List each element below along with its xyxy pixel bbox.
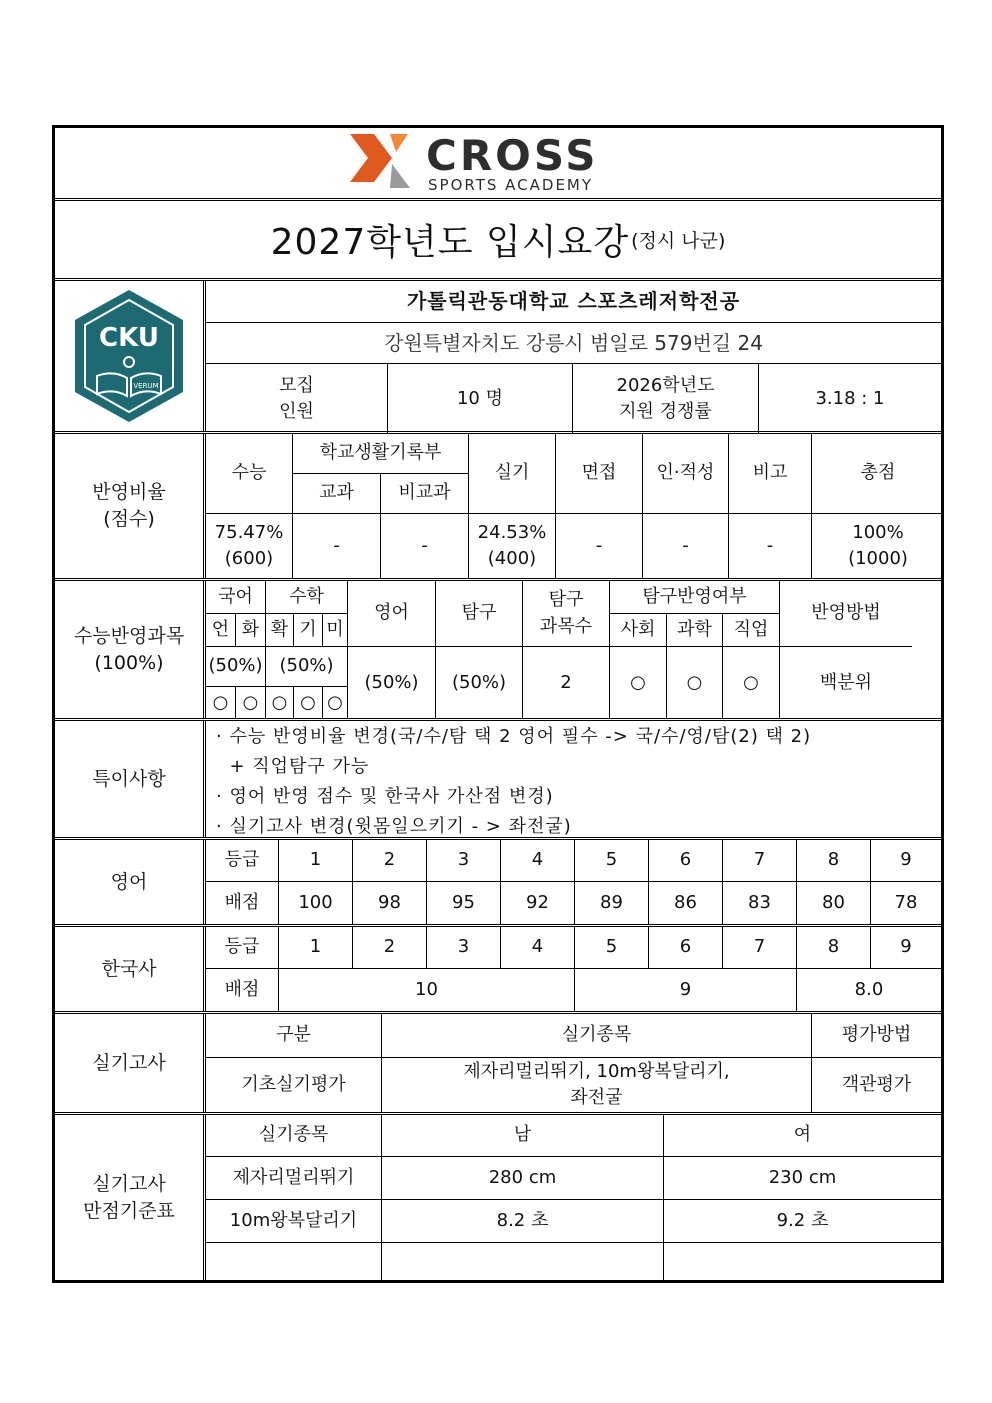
mark-gi: ○ [294, 687, 323, 719]
notes-label: 특이사항 [55, 721, 206, 837]
english-score: 83 [723, 882, 797, 924]
english-section [55, 840, 941, 927]
school-name: 가톨릭관동대학교 스포츠레저학전공 [206, 281, 941, 323]
standard-event: 제자리멀리뛰기 [206, 1157, 382, 1200]
history-score: 10 [279, 969, 575, 1011]
hdr-english: 영어 [348, 581, 436, 647]
standard-event: 10m왕복달리기 [206, 1200, 382, 1243]
ratio-section [55, 434, 941, 581]
logo-text: CKU [99, 323, 159, 353]
brand-header [55, 128, 941, 201]
val-english: (50%) [348, 647, 436, 719]
hdr-suneung: 수능 [206, 434, 293, 514]
mark-eon: ○ [206, 687, 236, 719]
val-science: ○ [667, 647, 723, 719]
english-grade: 2 [353, 840, 427, 882]
english-score: 100 [279, 882, 353, 924]
val-vocational: ○ [723, 647, 780, 719]
english-grade: 1 [279, 840, 353, 882]
mark-hwak: ○ [266, 687, 294, 719]
sub-gi: 기 [294, 614, 323, 647]
hdr-vocational: 직업 [723, 614, 780, 647]
sub-eon: 언 [206, 614, 236, 647]
history-grade: 5 [575, 927, 649, 969]
page-title [55, 201, 941, 281]
hdr-total: 총점 [812, 434, 944, 514]
hdr-inquiry: 탐구 [436, 581, 523, 647]
val-korean-pct: (50%) [206, 647, 266, 687]
history-label: 한국사 [55, 927, 206, 1011]
cku-emblem-icon [69, 286, 189, 426]
hdr-interview: 면접 [556, 434, 643, 514]
val-method: 백분위 [819, 671, 873, 693]
hdr-eval-method: 평가방법 [812, 1014, 941, 1058]
hdr-events: 실기종목 [382, 1014, 812, 1058]
english-score: 78 [894, 891, 918, 913]
history-grade: 1 [279, 927, 353, 969]
mark-hwa: ○ [236, 687, 266, 719]
empty-cell [382, 1243, 664, 1280]
note-line: · 실기고사 변경(윗몸일으키기 - > 좌전굴) [216, 816, 572, 837]
logo-motto: VERUM [133, 382, 159, 390]
val-other: - [729, 514, 812, 578]
val-events: 제자리멀리뛰기, 10m왕복달리기, 좌전굴 [382, 1058, 812, 1112]
english-score: 92 [501, 882, 575, 924]
history-grade: 8 [797, 927, 871, 969]
english-grade-label: 등급 [206, 840, 279, 882]
val-non-subject: - [381, 514, 469, 578]
sub-hwak: 확 [266, 614, 294, 647]
standard-female: 9.2 초 [664, 1200, 941, 1243]
english-score: 89 [575, 882, 649, 924]
standard-female: 230 cm [664, 1157, 941, 1200]
history-score-label: 배점 [206, 969, 279, 1011]
hdr-practical: 실기 [469, 434, 556, 514]
english-score: 86 [649, 882, 723, 924]
practical-section [55, 1014, 941, 1115]
suneung-label: 수능반영과목 (100%) [55, 581, 206, 718]
school-logo-cell [55, 281, 206, 431]
history-grade: 6 [649, 927, 723, 969]
history-grade: 3 [427, 927, 501, 969]
english-grade: 6 [649, 840, 723, 882]
val-inquiry: (50%) [436, 647, 523, 719]
suneung-section [55, 581, 941, 721]
ratio-label: 반영비율 (점수) [55, 434, 206, 578]
english-grade: 4 [501, 840, 575, 882]
mark-mi: ○ [323, 687, 348, 719]
empty-cell [664, 1243, 941, 1280]
hdr-science: 과학 [667, 614, 723, 647]
english-score-label: 배점 [206, 882, 279, 924]
val-social: ○ [610, 647, 667, 719]
val-eval-method: 객관평가 [841, 1073, 912, 1095]
val-suneung: 75.47% (600) [206, 514, 293, 578]
english-grade: 8 [797, 840, 871, 882]
english-score: 80 [797, 882, 871, 924]
practical-label: 실기고사 [55, 1014, 206, 1112]
title-sub: (정시 나군) [631, 230, 726, 252]
note-line: + 직업탐구 가능 [216, 756, 370, 777]
val-interview: - [556, 514, 643, 578]
competition-label: 2026학년도 지원 경쟁률 [573, 364, 759, 434]
standards-label: 실기고사 만점기준표 [55, 1115, 206, 1280]
val-category: 기초실기평가 [206, 1058, 382, 1112]
hdr-math: 수학 [266, 581, 348, 614]
hdr-aptitude: 인·적성 [643, 434, 729, 514]
empty-cell [206, 1243, 382, 1280]
notes-list [206, 721, 941, 837]
history-grade: 9 [871, 927, 941, 969]
hdr-non-subject: 비교과 [381, 474, 469, 514]
val-math-pct: (50%) [266, 647, 348, 687]
history-grade: 7 [723, 927, 797, 969]
val-aptitude: - [643, 514, 729, 578]
school-address: 강원특별자치도 강릉시 범일로 579번길 24 [206, 323, 941, 364]
val-subject: - [293, 514, 381, 578]
hdr-subject: 교과 [293, 474, 381, 514]
hdr-other: 비고 [729, 434, 812, 514]
hdr-category: 구분 [206, 1014, 382, 1058]
cross-academy-logo [348, 130, 648, 196]
hdr-korean: 국어 [206, 581, 266, 614]
title-main: 2027학년도 입시요강 [270, 222, 630, 263]
recruit-label: 모집 인원 [206, 364, 388, 434]
hdr-inquiry-field: 탐구반영여부 [610, 581, 780, 614]
english-grade: 5 [575, 840, 649, 882]
standards-section [55, 1115, 941, 1280]
hdr-method: 반영방법 [780, 581, 912, 647]
hdr-male: 남 [382, 1115, 664, 1157]
history-section [55, 927, 941, 1014]
english-grade: 9 [871, 840, 941, 882]
hdr-female: 여 [664, 1115, 941, 1157]
val-inquiry-count: 2 [523, 647, 610, 719]
hdr-event: 실기종목 [206, 1115, 382, 1157]
val-practical: 24.53% (400) [469, 514, 556, 578]
note-line: · 영어 반영 점수 및 한국사 가산점 변경) [216, 786, 554, 807]
standard-male: 8.2 초 [382, 1200, 664, 1243]
competition-rate: 3.18 : 1 [815, 387, 885, 409]
hdr-inquiry-count: 탐구 과목수 [523, 581, 610, 647]
english-score: 95 [427, 882, 501, 924]
english-grade: 7 [723, 840, 797, 882]
recruit-count: 10 명 [388, 364, 573, 434]
hdr-social: 사회 [610, 614, 667, 647]
english-score: 98 [353, 882, 427, 924]
brand-name: CROSS [426, 131, 599, 180]
sub-hwa: 화 [236, 614, 266, 647]
english-label: 영어 [55, 840, 206, 924]
hdr-school-record: 학교생활기록부 [293, 434, 469, 474]
notes-section [55, 721, 941, 840]
note-line: · 수능 반영비율 변경(국/수/탐 택 2 영어 필수 -> 국/수/영/탐(2) 택 2) [216, 726, 812, 747]
history-grade: 2 [353, 927, 427, 969]
sub-mi: 미 [323, 614, 348, 647]
history-grade: 4 [501, 927, 575, 969]
standard-male: 280 cm [382, 1157, 664, 1200]
admission-sheet [52, 125, 944, 1283]
brand-tagline: SPORTS ACADEMY [428, 176, 594, 194]
english-grade: 3 [427, 840, 501, 882]
history-grade-label: 등급 [206, 927, 279, 969]
history-score: 9 [575, 969, 797, 1011]
history-score: 8.0 [854, 978, 884, 1000]
school-section [55, 281, 941, 434]
val-total: 100% (1000) [848, 521, 908, 569]
